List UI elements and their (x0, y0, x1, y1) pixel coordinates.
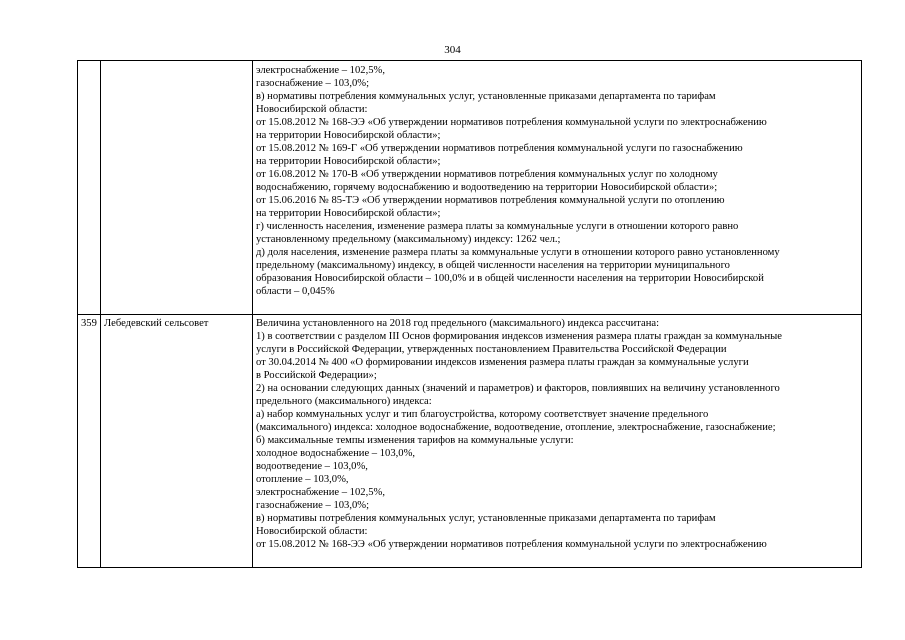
text-line: Новосибирской области: (256, 104, 368, 115)
text-line: услуги в Российской Федерации, утвержденных постановлением Правительства Российской Федерации (256, 344, 727, 355)
text-line: установленному предельному (максимальному) индексу: 1262 чел.; (256, 234, 561, 245)
text-line: в) нормативы потребления коммунальных услуг, установленные приказами департамента по тарифам (256, 513, 716, 524)
table-row (78, 315, 862, 568)
text-line: от 15.08.2012 № 168-ЭЭ «Об утверждении нормативов потребления коммунальной услуги по электроснабжению (256, 539, 767, 550)
text-line: образования Новосибирской области – 100,0% и в общей численности населения на территории Новосибирской (256, 273, 764, 284)
text-line: в Российской Федерации»; (256, 370, 377, 381)
text-line: от 16.08.2012 № 170-В «Об утверждении нормативов потребления коммунальных услуг по холодному (256, 169, 718, 180)
text-line: водоснабжению, горячему водоснабжению и водоотведению на территории Новосибирской области»; (256, 182, 718, 193)
text-line: г) численность населения, изменение размера платы за коммунальные услуги в отношении которого равно (256, 221, 739, 232)
text-line: 2) на основании следующих данных (значений и параметров) и факторов, повлиявших на величину установленного (256, 383, 780, 394)
text-line: от 15.08.2012 № 169-Г «Об утверждении нормативов потребления коммунальной услуги по газоснабжению (256, 143, 743, 154)
text-line: а) набор коммунальных услуг и тип благоустройства, которому соответствует значение предельного (256, 409, 709, 420)
text-line: водоотведение – 103,0%, (256, 461, 368, 472)
text-line: Новосибирской области: (256, 526, 368, 537)
text-line: Величина установленного на 2018 год предельного (максимального) индекса рассчитана: (256, 318, 660, 329)
index-description-cell (253, 61, 862, 315)
text-line: в) нормативы потребления коммунальных услуг, установленные приказами департамента по тарифам (256, 91, 716, 102)
text-line: 1) в соответствии с разделом III Основ формирования индексов изменения размера платы граждан за коммунальные (256, 331, 782, 342)
text-line: от 15.06.2016 № 85-ТЭ «Об утверждении нормативов потребления коммунальной услуги по отоплению (256, 195, 725, 206)
text-line: электроснабжение – 102,5%, (256, 487, 385, 498)
text-line: (максимального) индекса: холодное водоснабжение, водоотведение, отопление, электроснабжение, газоснабжение; (256, 422, 776, 433)
text-line: на территории Новосибирской области»; (256, 208, 441, 219)
text-line: б) максимальные темпы изменения тарифов на коммунальные услуги: (256, 435, 574, 446)
text-line: области – 0,045% (256, 286, 335, 297)
text-line: электроснабжение – 102,5%, (256, 65, 385, 76)
text-line: отопление – 103,0%, (256, 474, 349, 485)
text-line: газоснабжение – 103,0%; (256, 500, 370, 511)
municipality-name-cell (101, 61, 253, 315)
text-line: предельного (максимального) индекса: (256, 396, 432, 407)
text-line: холодное водоснабжение – 103,0%, (256, 448, 416, 459)
text-line: предельному (максимальному) индексу, в общей численности населения на территории муниципального (256, 260, 730, 271)
document-table (77, 60, 862, 568)
row-number-cell: 359 (78, 315, 101, 568)
row-number-cell (78, 61, 101, 315)
text-line: от 15.08.2012 № 168-ЭЭ «Об утверждении нормативов потребления коммунальной услуги по электроснабжению (256, 117, 767, 128)
text-line: д) доля населения, изменение размера платы за коммунальные услуги в отношении которого равно установленному (256, 247, 780, 258)
text-line: газоснабжение – 103,0%; (256, 78, 370, 89)
index-description-cell (253, 315, 862, 568)
page-number: 304 (444, 44, 461, 56)
text-line: от 30.04.2014 № 400 «О формировании индексов изменения размера платы граждан за коммунальные услуги (256, 357, 749, 368)
text-line: на территории Новосибирской области»; (256, 130, 441, 141)
table-row (78, 61, 862, 315)
text-line: на территории Новосибирской области»; (256, 156, 441, 167)
municipality-name-cell: Лебедевский сельсовет (101, 315, 253, 568)
